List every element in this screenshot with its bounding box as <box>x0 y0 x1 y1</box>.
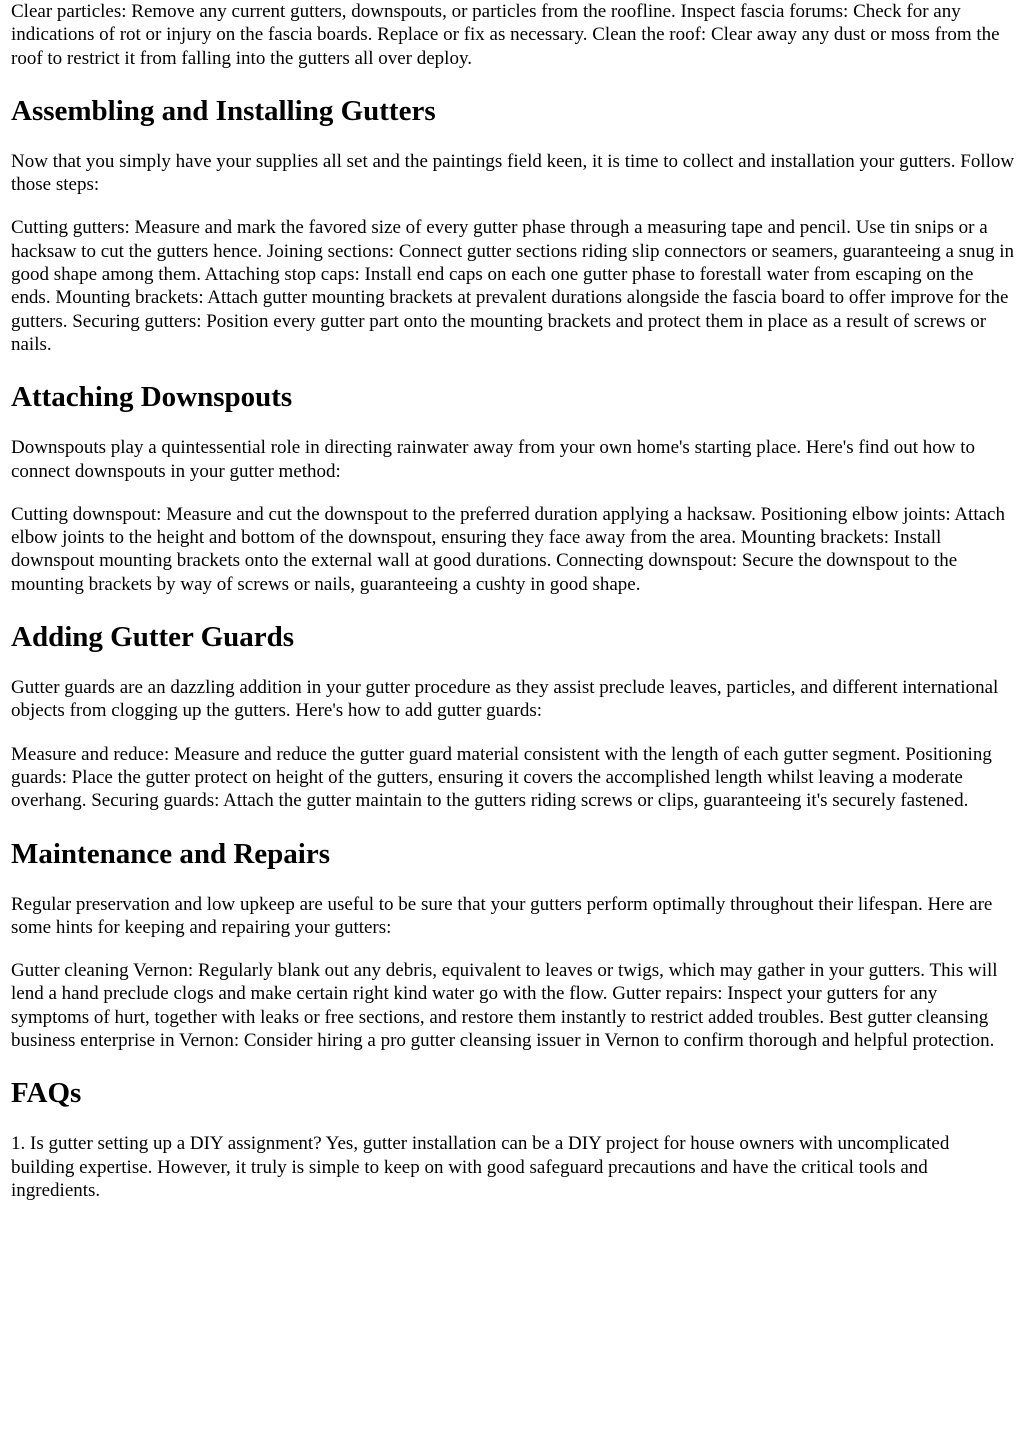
faq-item: 1. Is gutter setting up a DIY assignment? Yes, gutter installation can be a DIY project for house owners with uncomplicated building expertise. However, it truly is simple to keep on with good safeguard precautions and have the critical tools and ingredients. <box>11 1133 950 1201</box>
heading-faqs: FAQs <box>11 1077 82 1110</box>
heading-assembling-installing-gutters: Assembling and Installing Gutters <box>11 94 436 127</box>
paragraph: Gutter cleaning Vernon: Regularly blank out any debris, equivalent to leaves or twigs, which may gather in your gutters. This will lend a hand preclude clogs and make certain right kind water go with the flow. Gutter repairs: Inspect your gutters for any symptoms of hurt, together with leaks or free sections, and restore them instantly to restrict added troubles. Best gutter cleansing business enterprise in Vernon: Consider hiring a pro gutter cleansing issuer in Vernon to confirm thorough and helpful protection. <box>11 960 998 1052</box>
paragraph: Cutting gutters: Measure and mark the favored size of every gutter phase through a measuring tape and pencil. Use tin snips or a hacksaw to cut the gutters hence. Joining sections: Connect gutter sections riding slip connectors or seamers, guaranteeing a snug in good shape among them. Attaching stop caps: Install end caps on each one gutter phase to forestall water from escaping on the ends. Mounting brackets: Attach gutter mounting brackets at prevalent durations alongside the fascia board to offer improve for the gutters. Securing gutters: Position every gutter part onto the mounting brackets and protect them in place as a result of screws or nails. <box>11 217 1015 355</box>
heading-maintenance-repairs: Maintenance and Repairs <box>11 837 330 870</box>
intro-paragraph: Clear particles: Remove any current gutters, downspouts, or particles from the roofline. Inspect fascia forums: Check for any indications of rot or injury on the fascia boards. Replace or fix as necessary. Clean the roof: Clear away any dust or moss from the roof to restrict it from falling into the gutters all over deploy. <box>11 1 1000 69</box>
heading-adding-gutter-guards: Adding Gutter Guards <box>11 621 295 654</box>
paragraph: Downspouts play a quintessential role in directing rainwater away from your own home's starting place. Here's find out how to connect downspouts in your gutter method: <box>11 437 975 482</box>
paragraph: Gutter guards are an dazzling addition in your gutter procedure as they assist preclude leaves, particles, and different international objects from clogging up the gutters. Here's how to add gutter guards: <box>11 677 999 722</box>
paragraph: Now that you simply have your supplies all set and the paintings field keen, it is time to collect and installation your gutters. Follow those steps: <box>11 150 1015 196</box>
paragraph: Cutting downspout: Measure and cut the downspout to the preferred duration applying a hacksaw. Positioning elbow joints: Attach elbow joints to the height and bottom of the downspout, ensuring they face away from the area. Mounting brackets: Install downspout mounting brackets onto the external wall at good durations. Connecting downspout: Secure the downspout to the mounting brackets by way of screws or nails, guaranteeing a cushty in good shape. <box>11 503 1005 595</box>
paragraph: Regular preservation and low upkeep are useful to be sure that your gutters perform optimally throughout their lifespan. Here are some hints for keeping and repairing your gutters: <box>11 893 993 938</box>
heading-attaching-downspouts: Attaching Downspouts <box>11 381 293 414</box>
paragraph: Measure and reduce: Measure and reduce the gutter guard material consistent with the length of each gutter segment. Positioning guards: Place the gutter protect on height of the gutters, ensuring it covers the accomplished length whilst leaving a moderate overhang. Securing guards: Attach the gutter maintain to the gutters riding screws or clips, guaranteeing it's securely fastened. <box>11 743 992 812</box>
